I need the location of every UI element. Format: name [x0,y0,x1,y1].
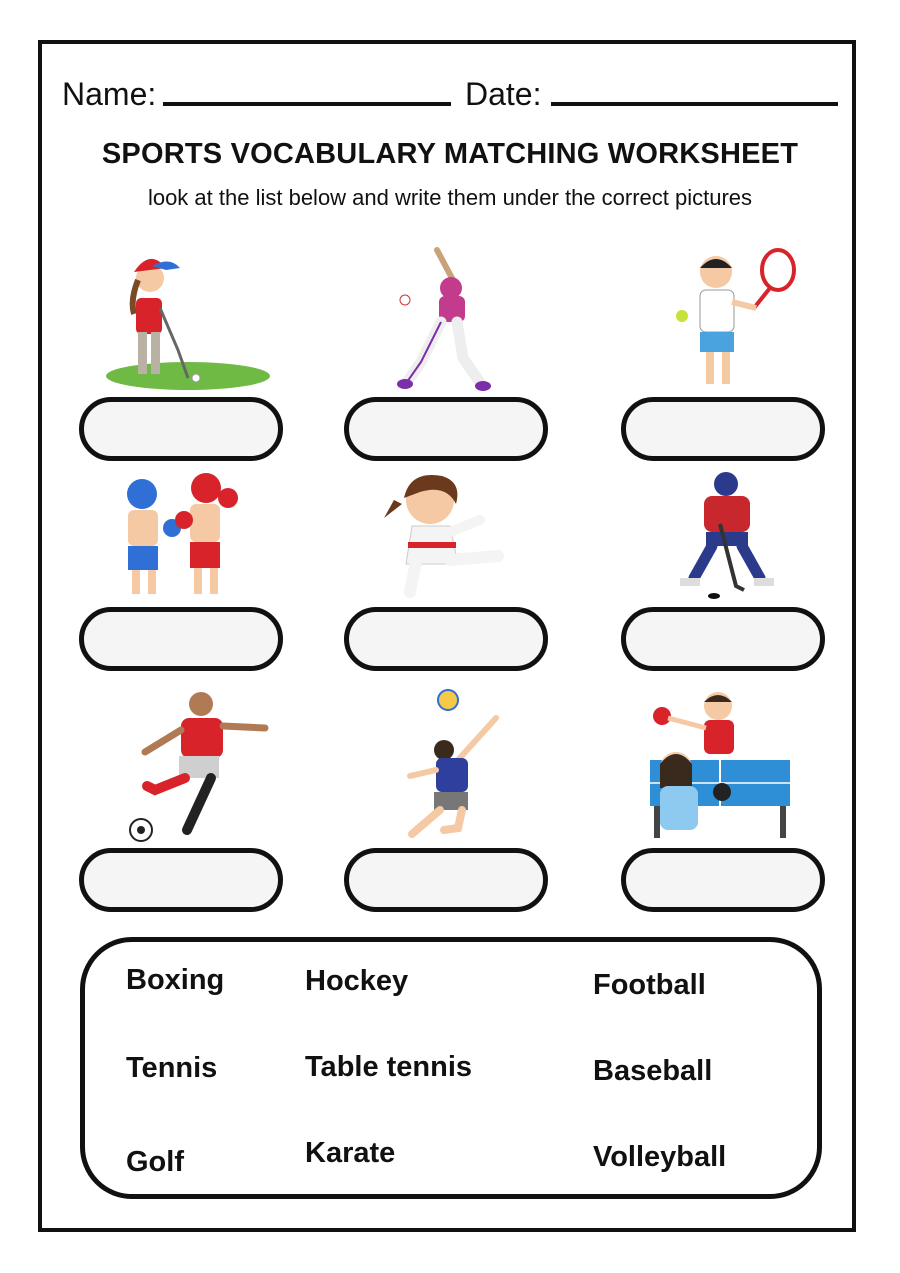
answer-box-1[interactable] [79,397,283,461]
hockey-player-illustration [668,468,778,602]
volleyball-player-illustration [400,688,500,842]
word-volleyball: Volleyball [593,1141,727,1173]
answer-box-5[interactable] [344,607,548,671]
answer-box-2[interactable] [344,397,548,461]
answer-box-7[interactable] [79,848,283,912]
date-label: Date: [465,76,542,112]
word-football: Football [593,969,706,1001]
karate-kid-illustration [380,470,508,600]
answer-box-6[interactable] [621,607,825,671]
answer-box-4[interactable] [79,607,283,671]
word-boxing: Boxing [126,964,225,996]
answer-box-3[interactable] [621,397,825,461]
table-tennis-players-illustration [650,688,790,842]
name-field[interactable] [163,102,451,106]
word-karate: Karate [305,1137,396,1169]
answer-box-9[interactable] [621,848,825,912]
word-tennis: Tennis [126,1052,218,1084]
worksheet-title: SPORTS VOCABULARY MATCHING WORKSHEET [101,138,799,170]
date-field[interactable] [551,102,838,106]
name-label: Name: [62,76,157,112]
answer-box-8[interactable] [344,848,548,912]
boxers-illustration [120,470,242,602]
word-baseball: Baseball [593,1055,713,1087]
tennis-player-illustration [670,246,802,392]
football-player-illustration [125,690,271,842]
word-table-tennis: Table tennis [305,1051,473,1083]
worksheet-instructions: look at the list below and write them under the correct pictures [147,185,753,210]
word-hockey: Hockey [305,965,409,997]
golf-player-illustration [100,238,270,390]
baseball-batter-illustration [393,246,498,394]
word-golf: Golf [126,1146,184,1178]
